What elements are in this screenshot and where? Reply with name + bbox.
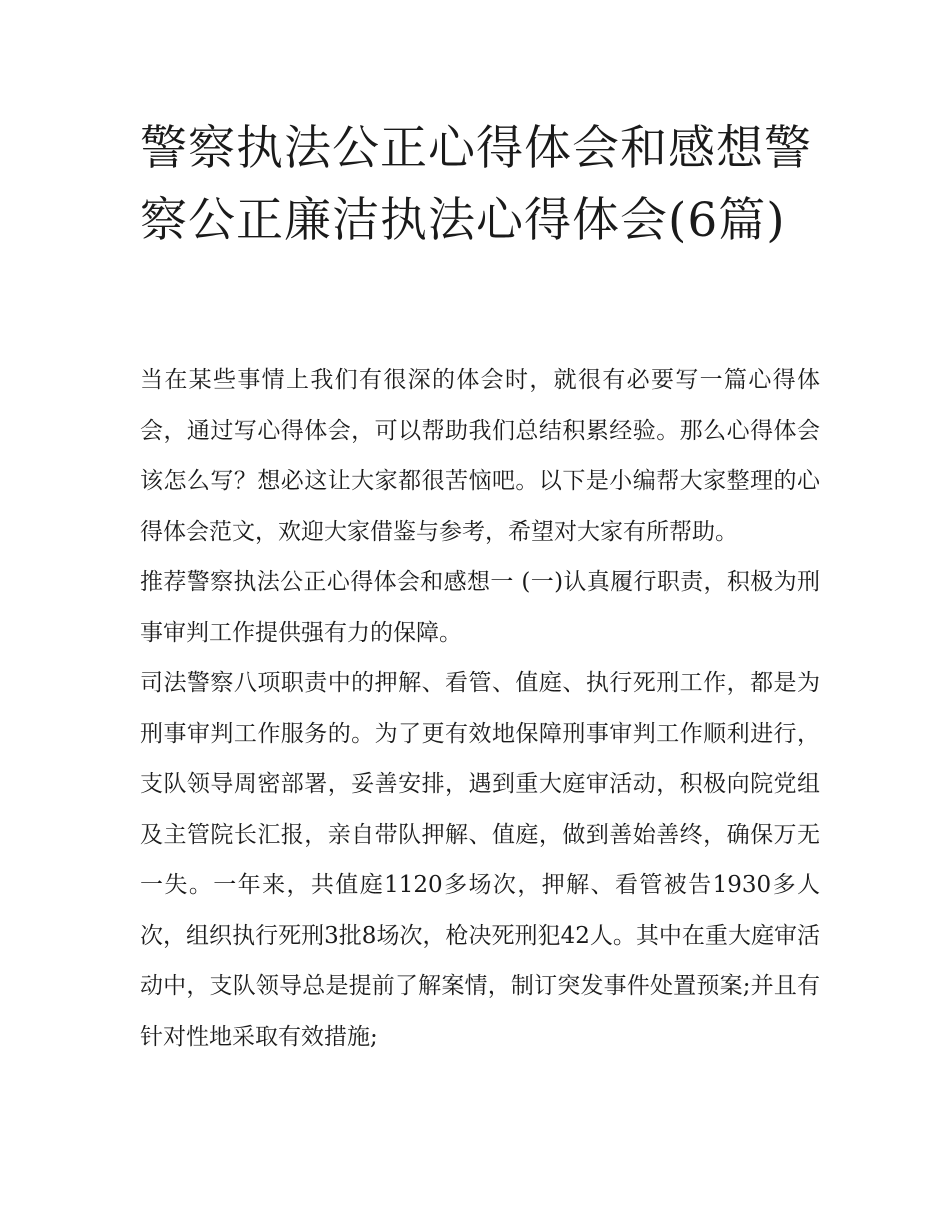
document-title: 警察执法公正心得体会和感想警察公正廉洁执法心得体会(6篇) xyxy=(140,121,812,248)
paragraph-intro: 当在某些事情上我们有很深的体会时，就很有必要写一篇心得体会，通过写心得体会，可以帮助我们总结积累经验。那么心得体会该怎么写？想必这让大家都很苦恼吧。以下是小编帮大家整理的心得体会范文，欢迎大家借鉴与参考，希望对大家有所帮助。 xyxy=(140,367,820,545)
document-body xyxy=(140,355,820,1062)
paragraph-duties: 司法警察八项职责中的押解、看管、值庭、执行死刑工作，都是为刑事审判工作服务的。为了更有效地保障刑事审判工作顺利进行，支队领导周密部署，妥善安排，遇到重大庭审活动，积极向院党组及主管院长汇报，亲自带队押解、值庭，做到善始善终，确保万无一失。一年来，共值庭1120多场次，押解、看管被告1930多人次，组织执行死刑3批8场次，枪决死刑犯42人。其中在重大庭审活动中，支队领导总是提前了解案情，制订突发事件处置预案;并且有针对性地采取有效措施; xyxy=(140,670,820,1050)
paragraph-recommendation: 推荐警察执法公正心得体会和感想一 (一)认真履行职责，积极为刑事审判工作提供强有力的保障。 xyxy=(140,569,820,646)
